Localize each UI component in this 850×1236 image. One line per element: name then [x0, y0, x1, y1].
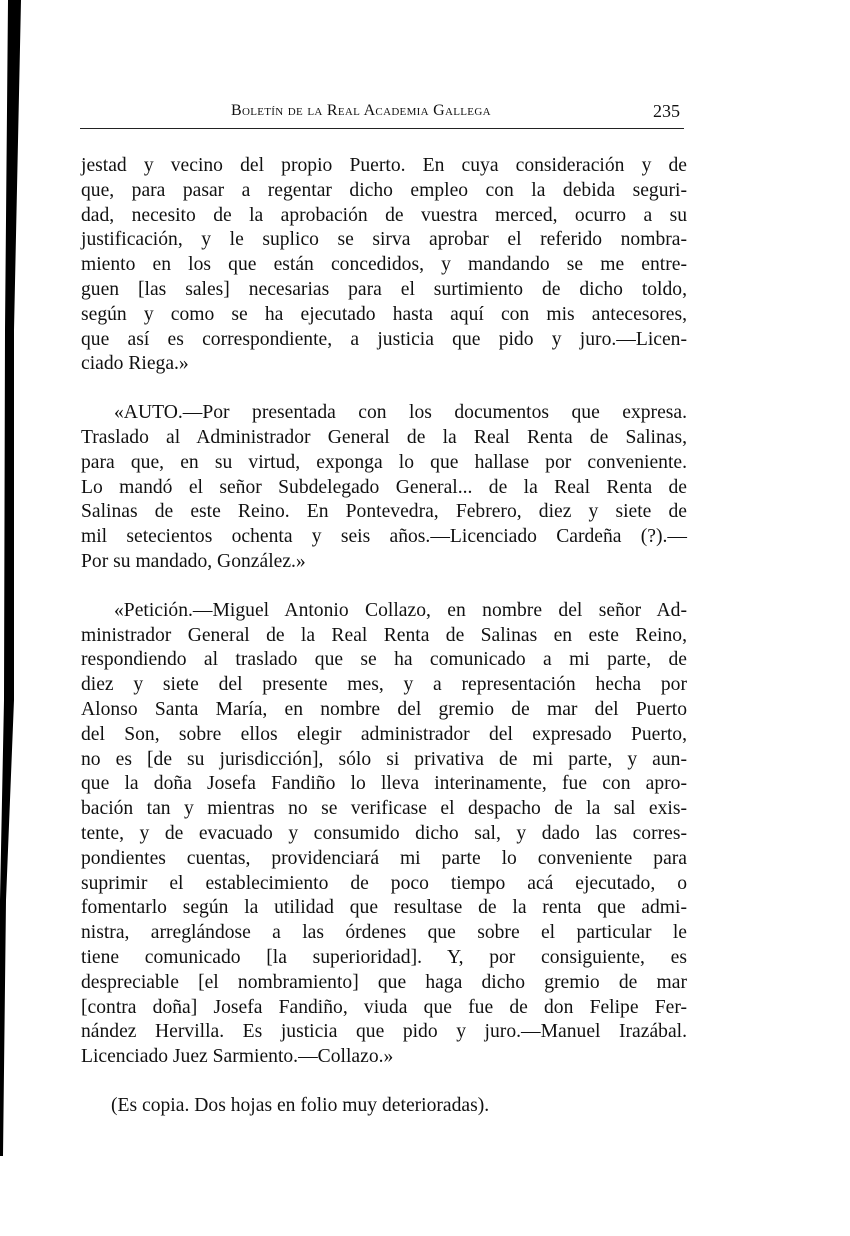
text-line: ciado Riega.»	[81, 353, 189, 375]
text-line: Traslado al Administrador General de la Real Renta de Salinas,	[81, 426, 687, 448]
text-line: «AUTO.—Por presentada con los documentos que expresa.	[114, 402, 687, 424]
page-number: 235	[653, 101, 680, 121]
closing-note: (Es copia. Dos hojas en folio muy deterioradas).	[111, 1094, 490, 1116]
text-line: Salinas de este Reino. En Pontevedra, Febrero, diez y siete de	[81, 501, 687, 523]
running-head: Boletín de la Real Academia Gallega	[231, 102, 491, 119]
text-line: bación tan y mientras no se verificase el despacho de la sal exis-	[81, 798, 687, 820]
text-line: «Petición.—Miguel Antonio Collazo, en nombre del señor Ad-	[114, 599, 687, 621]
text-line: despreciable [el nombramiento] que haga dicho gremio de mar	[81, 971, 687, 993]
paragraph-gap	[81, 575, 687, 599]
paragraph-gap	[81, 1070, 687, 1094]
text-line: dad, necesito de la aprobación de vuestra merced, ocurro a su	[81, 204, 687, 226]
paragraph-peticion	[81, 599, 687, 1070]
text-line: fomentarlo según la utilidad que resultase de la renta que admi-	[81, 897, 687, 919]
text-line: según y como se ha ejecutado hasta aquí con mis antecesores,	[81, 303, 687, 325]
text-line: no es [de su jurisdicción], sólo si privativa de mi parte, y aun-	[81, 748, 687, 770]
text-line: pondientes cuentas, providenciará mi parte lo conveniente para	[81, 847, 687, 869]
text-line: Alonso Santa María, en nombre del gremio de mar del Puerto	[81, 698, 687, 720]
body-text	[81, 154, 687, 1119]
text-line: guen [las sales] necesarias para el surtimiento de dicho toldo,	[81, 278, 687, 300]
text-line: para que, en su virtud, exponga lo que hallase por conveniente.	[81, 451, 687, 473]
text-line: Licenciado Juez Sarmiento.—Collazo.»	[81, 1046, 394, 1068]
paragraph-auto	[81, 401, 687, 575]
scan-edge-shadow-shape	[0, 0, 21, 1156]
text-line: [contra doña] Josefa Fandiño, viuda que fue de don Felipe Fer-	[81, 996, 687, 1018]
paragraph-gap	[81, 377, 687, 401]
text-line: que así es correspondiente, a justicia que pido y juro.—Licen-	[81, 328, 687, 350]
text-line: que la doña Josefa Fandiño lo lleva interinamente, fue con apro-	[81, 773, 687, 795]
text-line: ministrador General de la Real Renta de Salinas en este Reino,	[81, 624, 687, 646]
text-line: del Son, sobre ellos elegir administrador del expresado Puerto,	[81, 723, 687, 745]
text-line: justificación, y le suplico se sirva aprobar el referido nombra-	[81, 229, 687, 251]
header-rule	[80, 128, 684, 129]
text-line: Por su mandado, González.»	[81, 550, 306, 572]
text-line: que, para pasar a regentar dicho empleo con la debida seguri-	[81, 179, 687, 201]
text-line: diez y siete del presente mes, y a representación hecha por	[81, 674, 687, 696]
text-line: mil setecientos ochenta y seis años.—Licenciado Cardeña (?).—	[81, 526, 687, 548]
text-line: nández Hervilla. Es justicia que pido y juro.—Manuel Irazábal.	[81, 1021, 687, 1043]
text-line: miento en los que están concedidos, y mandando se me entre-	[81, 254, 687, 276]
text-line: tente, y de evacuado y consumido dicho sal, y dado las corres-	[81, 822, 687, 844]
text-line: nistra, arreglándose a las órdenes que sobre el particular le	[81, 922, 687, 944]
text-line: jestad y vecino del propio Puerto. En cuya consideración y de	[81, 155, 687, 176]
text-line: respondiendo al traslado que se ha comunicado a mi parte, de	[81, 649, 687, 671]
text-line: tiene comunicado [la superioridad]. Y, por consiguiente, es	[81, 946, 687, 968]
scan-edge-shadow	[0, 0, 24, 1160]
paragraph-petition-end	[81, 154, 687, 377]
text-line: Lo mandó el señor Subdelegado General... de la Real Renta de	[81, 476, 687, 498]
text-line: suprimir el establecimiento de poco tiempo acá ejecutado, o	[81, 872, 687, 894]
